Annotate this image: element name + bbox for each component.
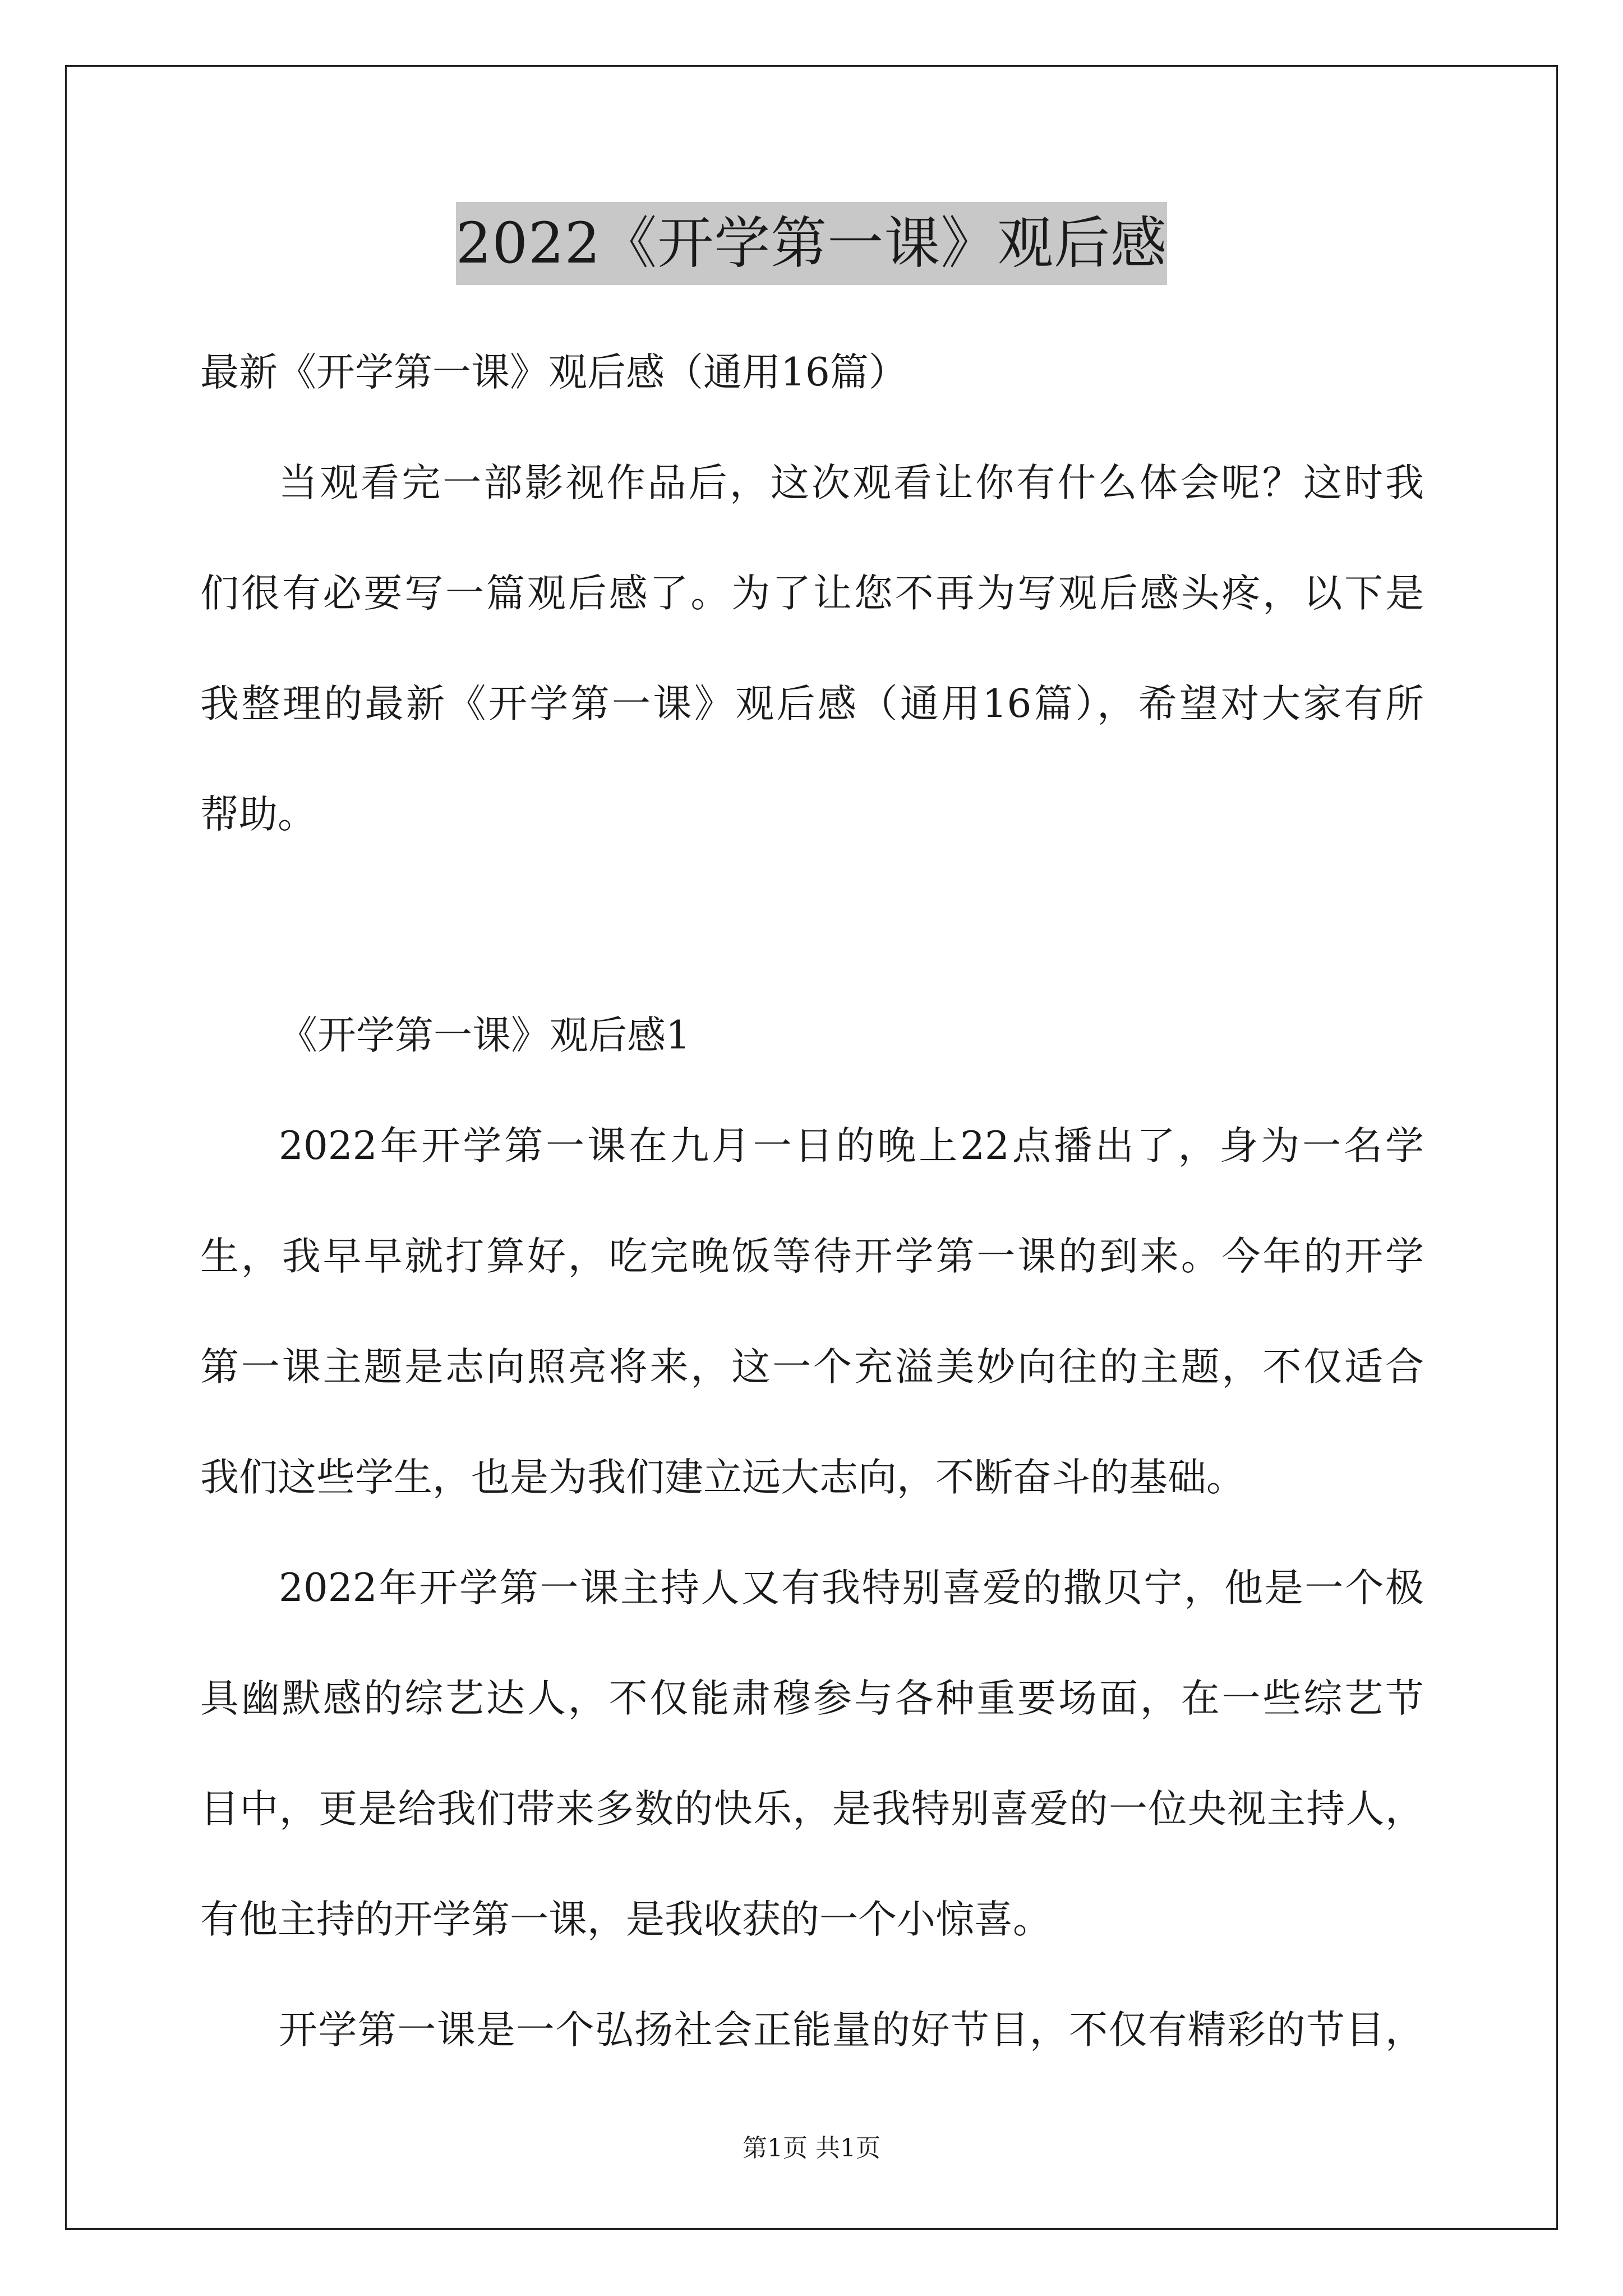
body-paragraph [200,1975,1424,2086]
title-wrap [0,202,1623,285]
paragraph-line: 我整理的最新《开学第一课》观后感（通用16篇），希望对大家有所 [200,682,1424,726]
paragraph-line: 生，我早早就打算好，吃完晚饭等待开学第一课的到来。今年的开学 [200,1234,1424,1279]
paragraph-line: 目中，更是给我们带来多数的快乐，是我特别喜爱的一位央视主持人， [200,1787,1424,1832]
intro-paragraph [200,428,1424,870]
body-paragraph [200,1091,1424,1533]
paragraph-gap [200,870,1424,981]
document-subtitle: 最新《开学第一课》观后感（通用16篇） [200,350,907,395]
page-footer: 第1页 共1页 [743,2134,880,2162]
paragraph-line: 开学第一课是一个弘扬社会正能量的好节目，不仅有精彩的节目， [279,2008,1424,2053]
body-paragraph [200,1533,1424,1975]
paragraph-line: 们很有必要写一篇观后感了。为了让您不再为写观后感头疼，以下是 [200,571,1424,616]
paragraph-line: 2022年开学第一课主持人又有我特别喜爱的撒贝宁，他是一个极 [279,1566,1424,1611]
paragraph-line: 帮助。 [200,792,316,837]
section-heading: 《开学第一课》观后感1 [279,1013,690,1058]
document-body [200,318,1424,2086]
paragraph-line: 当观看完一部影视作品后，这次观看让你有什么体会呢？这时我 [279,461,1424,505]
paragraph-line: 2022年开学第一课在九月一日的晚上22点播出了，身为一名学 [279,1124,1424,1168]
paragraph-line: 具幽默感的综艺达人，不仅能肃穆参与各种重要场面，在一些综艺节 [200,1676,1424,1721]
paragraph-line: 第一课主题是志向照亮将来，这一个充溢美妙向往的主题，不仅适合 [200,1345,1424,1389]
paragraph-line: 我们这些学生，也是为我们建立远大志向，不断奋斗的基础。 [200,1455,1245,1500]
document-title: 2022《开学第一课》观后感 [456,202,1168,285]
paragraph-line: 有他主持的开学第一课，是我收获的一个小惊喜。 [200,1897,1052,1942]
